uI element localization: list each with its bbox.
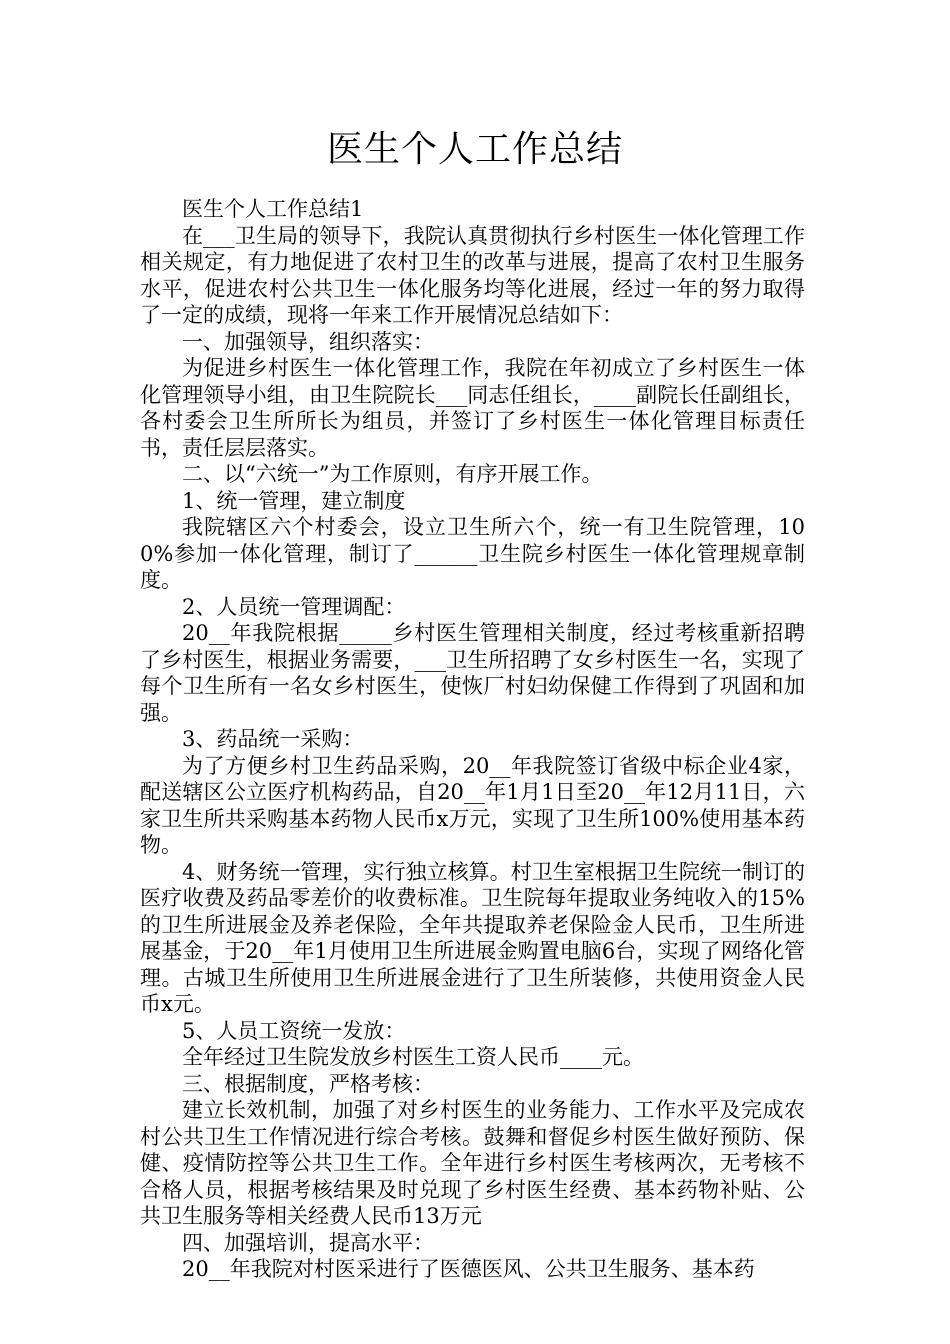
section-heading-1: 一、加强领导，组织落实： bbox=[182, 329, 434, 354]
document-title: 医生个人工作总结 bbox=[326, 129, 623, 170]
body-paragraph: 4、财务统一管理，实行独立核算。村卫生室根据卫生院统一制订的医疗收费及药品零差价的收费标准。卫生院每年提取业务纯收入的15%的卫生所进展金及养老保险，全年共提取养老保险金人民币，卫生所进展基金，于20__年1月使用卫生所进展金购置电脑6台，实现了网络化管理。古城卫生所使用卫生所进展金进行了卫生所装修，共使用资金人民币x元。 bbox=[140, 859, 805, 1016]
body-paragraph: 为促进乡村医生一体化管理工作，我院在年初成立了乡村医生一体化管理领导小组，由卫生院院长___同志任组长，____副院长任副组长，各村委会卫生所所长为组员，并签订了乡村医生一体化管理目标责任书，责任层层落实。 bbox=[140, 356, 805, 460]
subsection-heading-3: 3、药品统一采购： bbox=[182, 727, 364, 751]
body-paragraph: 全年经过卫生院发放乡村医生工资人民币____元。 bbox=[182, 1045, 644, 1069]
document-body bbox=[140, 196, 805, 1283]
body-paragraph: 20__年我院根据_____乡村医生管理相关制度，经过考核重新招聘了乡村医生，根据业务需要，___卫生所招聘了女乡村医生一名，实现了每个卫生所有一名女乡村医生，使恢厂村妇幼保健工作得到了巩固和加强。 bbox=[140, 621, 805, 725]
section-heading-2: 二、以“六统一”为工作原则，有序开展工作。 bbox=[182, 462, 603, 486]
subsection-heading-1: 1、统一管理，建立制度 bbox=[182, 488, 406, 513]
section-heading-3: 三、根据制度，严格考核： bbox=[182, 1071, 434, 1096]
subsection-heading-2: 2、人员统一管理调配： bbox=[182, 594, 406, 619]
section-heading-4: 四、加强培训，提高水平： bbox=[182, 1230, 434, 1255]
subtitle-paragraph: 医生个人工作总结1 bbox=[182, 197, 364, 221]
body-paragraph: 20__年我院对村医采进行了医德医风、公共卫生服务、基本药 bbox=[182, 1257, 755, 1281]
subsection-heading-5: 5、人员工资统一发放： bbox=[182, 1018, 406, 1043]
body-paragraph: 为了方便乡村卫生药品采购，20__年我院签订省级中标企业4家，配送辖区公立医疗机构药品，自20__年1月1日至20__年12月11日，六家卫生所共采购基本药物人民币x万元，实现了卫生所100%使用基本药物。 bbox=[140, 753, 805, 857]
intro-paragraph: 在___卫生局的领导下，我院认真贯彻执行乡村医生一体化管理工作相关规定，有力地促进了农村卫生的改革与进展，提高了农村卫生服务水平，促进农村公共卫生一体化服务均等化进展，经过一年的努力取得了一定的成绩，现将一年来工作开展情况总结如下： bbox=[140, 223, 805, 327]
body-paragraph: 我院辖区六个村委会，设立卫生所六个，统一有卫生院管理，100%参加一体化管理，制订了______卫生院乡村医生一体化管理规章制度。 bbox=[140, 515, 805, 592]
body-paragraph: 建立长效机制，加强了对乡村医生的业务能力、工作水平及完成农村公共卫生工作情况进行综合考核。鼓舞和督促乡村医生做好预防、保健、疫情防控等公共卫生工作。全年进行乡村医生考核两次，无考核不合格人员，根据考核结果及时兑现了乡村医生经费、基本药物补贴、公共卫生服务等相关经费人民币13万元 bbox=[140, 1098, 805, 1228]
